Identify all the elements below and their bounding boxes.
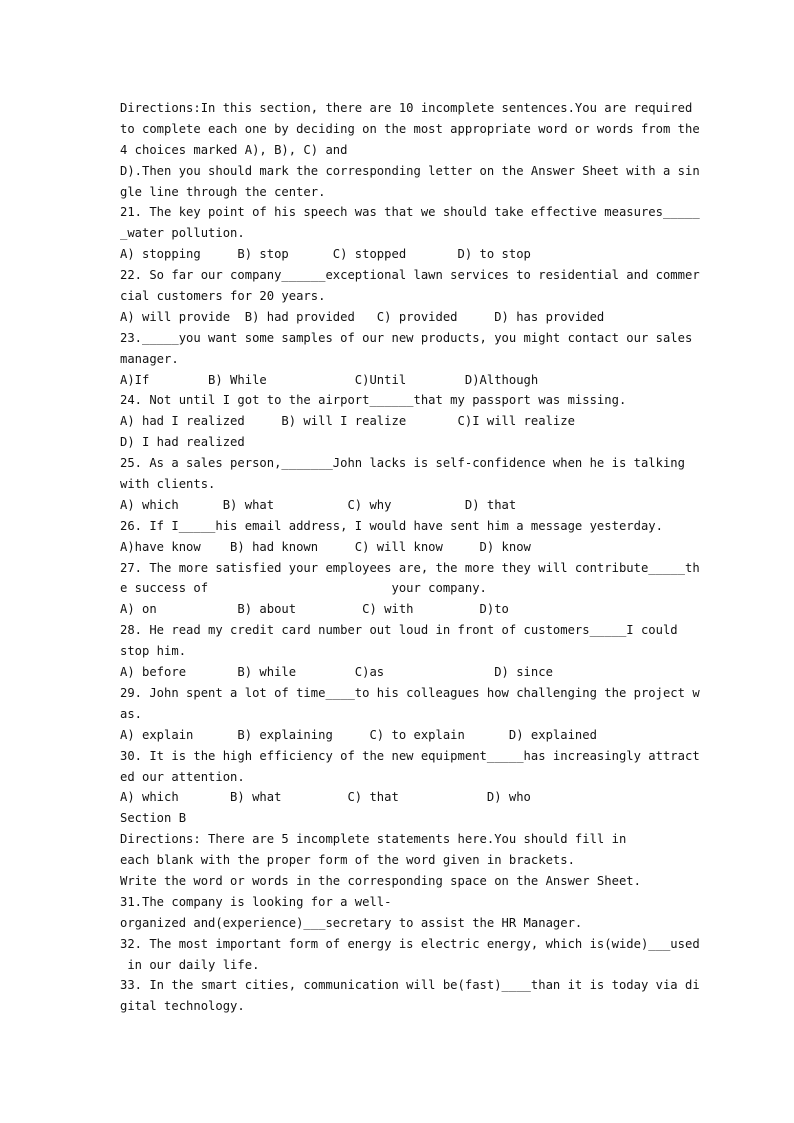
question-22: cial customers for 20 years. bbox=[120, 289, 326, 304]
question-28: stop him. bbox=[120, 644, 187, 659]
question-22: 22. So far our company______exceptional lawn services to residential and commer bbox=[120, 268, 700, 283]
options-24: D) I had realized bbox=[120, 435, 245, 450]
options-23: A)If B) While C)Until D)Although bbox=[120, 372, 539, 387]
question-33: gital technology. bbox=[120, 999, 245, 1014]
question-27: 27. The more satisfied your employees are, the more they will contribute_____th bbox=[120, 560, 700, 575]
directions-line: to complete each one by deciding on the most appropriate word or words from the bbox=[120, 121, 700, 136]
options-24: A) had I realized B) will I realize C)I will realize bbox=[120, 414, 575, 429]
question-32: in our daily life. bbox=[120, 957, 260, 972]
options-28: A) before B) while C)as D) since bbox=[120, 665, 553, 680]
question-31: 31.The company is looking for a well- bbox=[120, 894, 392, 909]
question-33: 33. In the smart cities, communication will be(fast)____than it is today via di bbox=[120, 978, 700, 993]
section-b-directions: Directions: There are 5 incomplete statements here.You should fill in bbox=[120, 832, 627, 847]
question-23: 23._____you want some samples of our new products, you might contact our sales bbox=[120, 330, 693, 345]
section-b-directions: each blank with the proper form of the word given in brackets. bbox=[120, 853, 575, 868]
options-21: A) stopping B) stop C) stopped D) to stop bbox=[120, 247, 531, 262]
options-27: A) on B) about C) with D)to bbox=[120, 602, 509, 617]
question-32: 32. The most important form of energy is electric energy, which is(wide)___used bbox=[120, 936, 700, 951]
options-22: A) will provide B) had provided C) provided D) has provided bbox=[120, 309, 605, 324]
directions-line: D).Then you should mark the corresponding letter on the Answer Sheet with a sin bbox=[120, 163, 700, 178]
options-29: A) explain B) explaining C) to explain D) explained bbox=[120, 727, 597, 742]
options-25: A) which B) what C) why D) that bbox=[120, 497, 517, 512]
question-29: 29. John spent a lot of time____to his colleagues how challenging the project w bbox=[120, 685, 700, 700]
directions-line: gle line through the center. bbox=[120, 184, 326, 199]
question-25: with clients. bbox=[120, 477, 216, 492]
section-heading: Section B bbox=[120, 811, 187, 826]
question-31: organized and(experience)___secretary to assist the HR Manager. bbox=[120, 915, 583, 930]
question-21: 21. The key point of his speech was that we should take effective measures_____ bbox=[120, 205, 700, 220]
directions-line: Directions:In this section, there are 10 incomplete sentences.You are required bbox=[120, 101, 693, 115]
options-26: A)have know B) had known C) will know D) know bbox=[120, 539, 531, 554]
question-23: manager. bbox=[120, 351, 179, 366]
question-29: as. bbox=[120, 706, 143, 721]
question-30: 30. It is the high efficiency of the new equipment_____has increasingly attract bbox=[120, 748, 700, 763]
question-24: 24. Not until I got to the airport______that my passport was missing. bbox=[120, 393, 627, 408]
options-30: A) which B) what C) that D) who bbox=[120, 790, 531, 805]
question-21: _water pollution. bbox=[120, 226, 245, 241]
directions-line: 4 choices marked A), B), C) and bbox=[120, 142, 348, 157]
question-27: e success of your company. bbox=[120, 581, 487, 596]
question-28: 28. He read my credit card number out loud in front of customers_____I could bbox=[120, 623, 678, 638]
section-b-directions: Write the word or words in the corresponding space on the Answer Sheet. bbox=[120, 873, 641, 888]
document-page bbox=[120, 98, 700, 1017]
question-25: 25. As a sales person,_______John lacks is self-confidence when he is talking bbox=[120, 456, 685, 471]
question-30: ed our attention. bbox=[120, 769, 245, 784]
question-26: 26. If I_____his email address, I would have sent him a message yesterday. bbox=[120, 518, 663, 533]
